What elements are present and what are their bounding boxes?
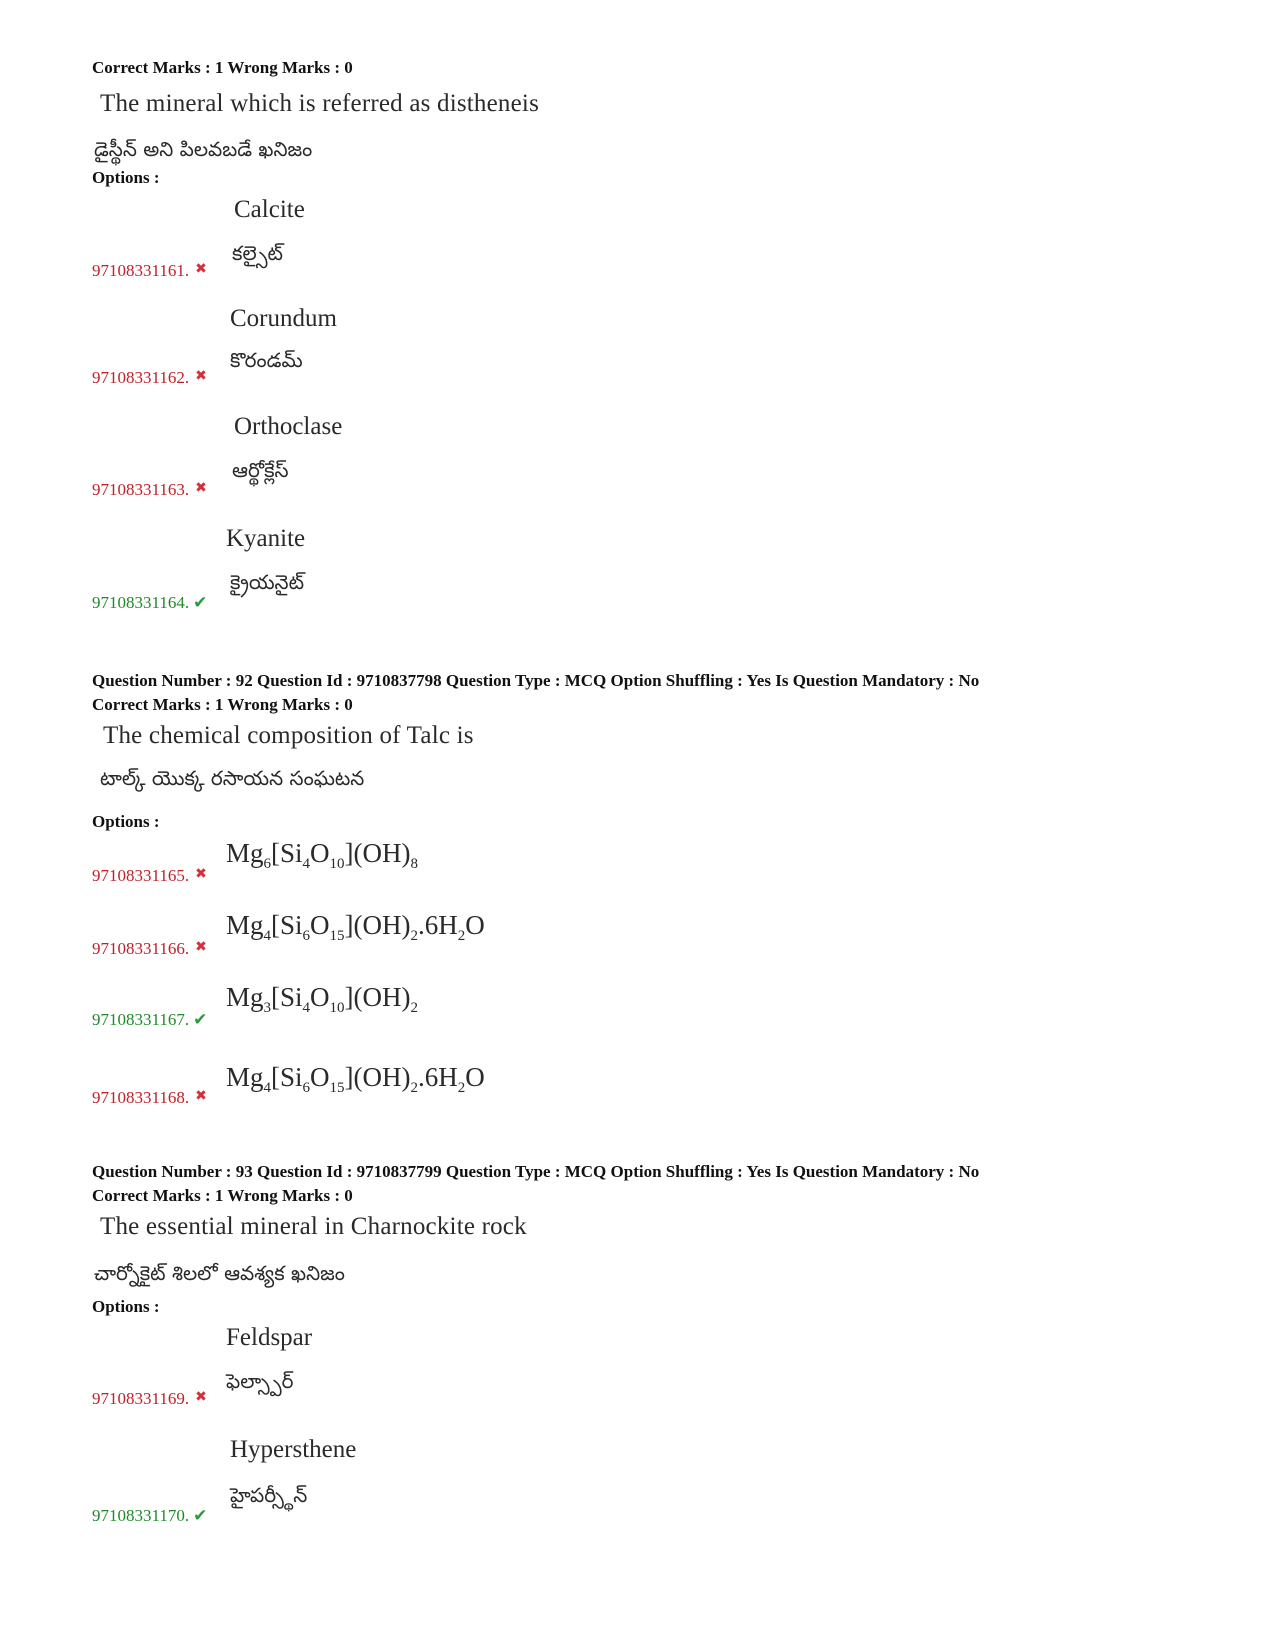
q92-option-2-id: 97108331166. ✖ [92, 939, 207, 958]
q93-question-telugu: చార్నోకైట్ శిలలో ఆవశ్యక ఖనిజం [94, 1261, 345, 1285]
q93-question-english: The essential mineral in Charnockite rock [100, 1213, 527, 1240]
q91-option-2-english: Corundum [230, 305, 337, 332]
q93-option-1-telugu: ఫెల్స్పార్ [226, 1369, 294, 1393]
q92-option-1-formula: $Mg_6[Si_4O_{10}](OH)_8$ [226, 838, 419, 872]
cross-icon: ✖ [195, 866, 207, 882]
q91-option-1-id: 97108331161. ✖ [92, 261, 207, 280]
q91-option-4-telugu: క్రైయనైట్ [230, 570, 305, 594]
q92-option-2-formula: $Mg_4[Si_6O_{15}](OH)_2.6H_2O$ [226, 910, 485, 944]
q92-question-english: The chemical composition of Talc is [103, 722, 474, 749]
q93-option-2-id: 97108331170. ✔ [92, 1506, 208, 1526]
q91-question-english: The mineral which is referred as distheneis [100, 90, 539, 117]
cross-icon: ✖ [195, 480, 207, 496]
q91-option-1-english: Calcite [234, 196, 305, 223]
cross-icon: ✖ [195, 261, 207, 277]
q91-option-4-id: 97108331164. ✔ [92, 593, 208, 613]
q92-marks: Correct Marks : 1 Wrong Marks : 0 [92, 695, 353, 714]
q92-option-4-id: 97108331168. ✖ [92, 1088, 207, 1107]
q91-option-1-telugu: కల్సైట్ [232, 241, 283, 265]
q93-marks: Correct Marks : 1 Wrong Marks : 0 [92, 1186, 353, 1205]
q92-question-telugu: టాల్క్ యొక్క రసాయన సంఘటన [100, 766, 365, 790]
q92-header: Question Number : 92 Question Id : 9710837798 Question Type : MCQ Option Shuffling : Yes Is Question Mandatory : No [92, 671, 980, 690]
q93-option-1-english: Feldspar [226, 1324, 313, 1351]
q92-option-3-id: 97108331167. ✔ [92, 1010, 208, 1030]
cross-icon: ✖ [195, 1389, 207, 1405]
q92-option-1-id: 97108331165. ✖ [92, 866, 207, 885]
q91-option-3-english: Orthoclase [234, 413, 343, 440]
cross-icon: ✖ [195, 368, 207, 384]
q92-options-label: Options : [92, 812, 160, 831]
q92-option-4-formula: $Mg_4[Si_6O_{15}](OH)_2.6H_2O$ [226, 1062, 485, 1096]
q91-marks: Correct Marks : 1 Wrong Marks : 0 [92, 58, 353, 77]
q93-option-2-telugu: హైపర్స్థీన్ [230, 1483, 308, 1507]
q91-option-4-english: Kyanite [226, 525, 306, 552]
q91-option-2-telugu: కొరండమ్ [230, 348, 303, 372]
q93-option-2-english: Hypersthene [230, 1436, 357, 1463]
q91-options-label: Options : [92, 168, 160, 187]
q93-options-label: Options : [92, 1297, 160, 1316]
check-icon: ✔ [193, 1506, 208, 1526]
cross-icon: ✖ [195, 939, 207, 955]
cross-icon: ✖ [195, 1088, 207, 1104]
q91-option-3-id: 97108331163. ✖ [92, 480, 207, 499]
q92-option-3-formula: $Mg_3[Si_4O_{10}](OH)_2$ [226, 982, 419, 1016]
q93-option-1-id: 97108331169. ✖ [92, 1389, 207, 1408]
check-icon: ✔ [193, 593, 208, 613]
q93-header: Question Number : 93 Question Id : 9710837799 Question Type : MCQ Option Shuffling : Yes Is Question Mandatory : No [92, 1162, 980, 1181]
q91-question-telugu: డైస్థీన్ అని పిలవబడే ఖనిజం [94, 137, 313, 161]
q91-option-3-telugu: ఆర్థోక్లేస్ [232, 458, 289, 482]
check-icon: ✔ [193, 1010, 208, 1030]
q91-option-2-id: 97108331162. ✖ [92, 368, 207, 387]
